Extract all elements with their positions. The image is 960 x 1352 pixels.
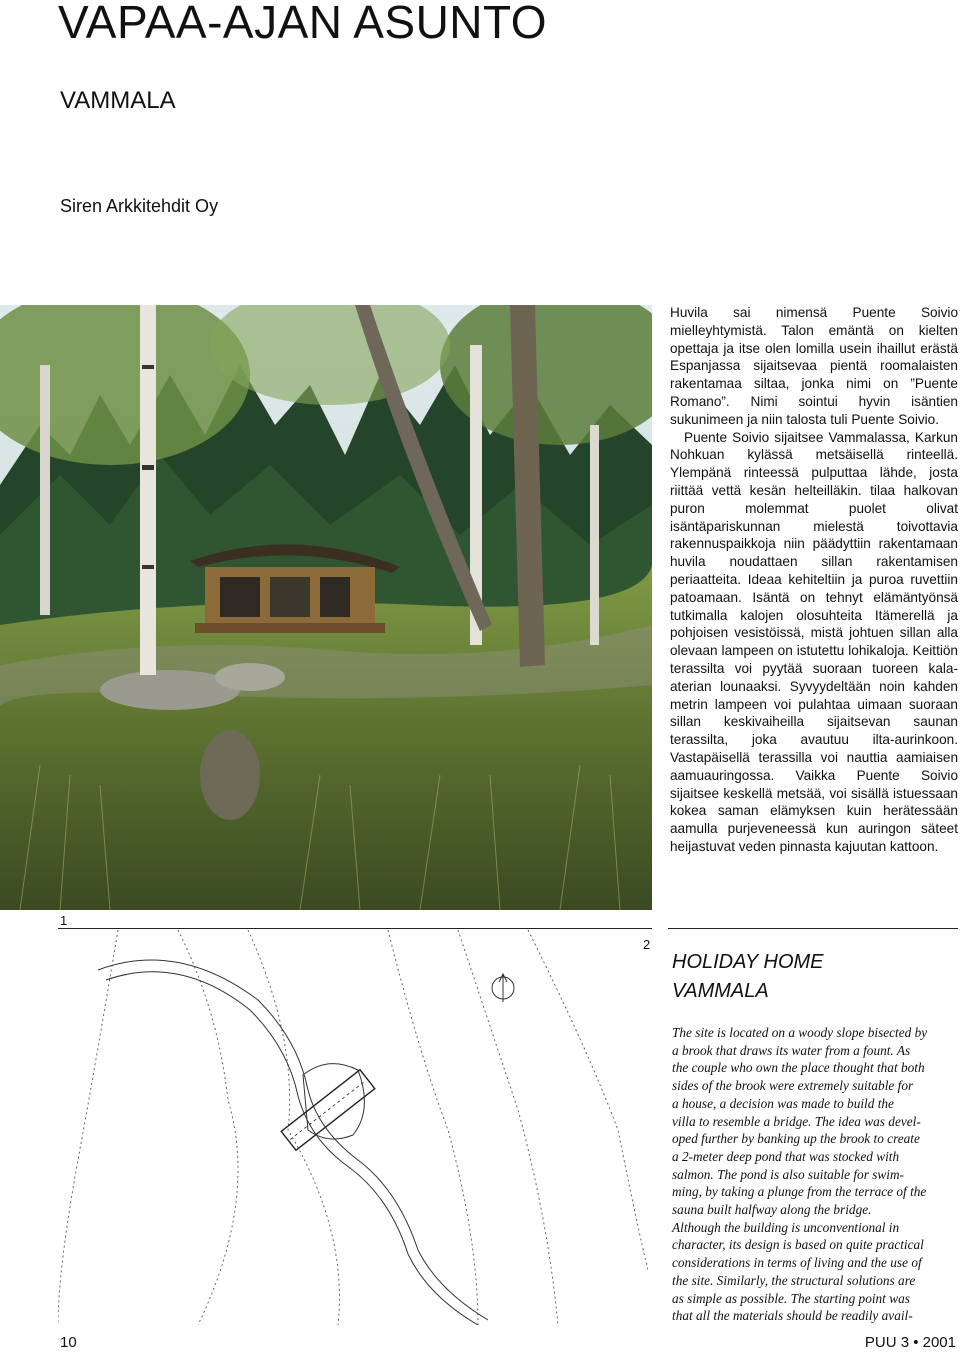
english-line: a brook that draws its water from a fount. As — [672, 1042, 911, 1058]
english-rule — [668, 928, 958, 929]
english-line: sides of the brook were extremely suitable for — [672, 1078, 914, 1094]
english-title — [672, 948, 824, 1006]
site-plan-drawing — [58, 930, 651, 1325]
north-arrow-icon — [492, 974, 514, 1002]
page-number: 10 — [60, 1334, 77, 1351]
english-line: that all the materials should be readily avail- — [672, 1308, 913, 1324]
house-photo — [0, 305, 652, 910]
english-line: character, its design is based on quite practical — [672, 1237, 924, 1253]
english-title-line: VAMMALA — [672, 980, 769, 1002]
figure-1-rule — [58, 928, 652, 929]
english-line: a 2-meter deep pond that was stocked with — [672, 1148, 900, 1164]
finnish-paragraph: Huvila sai nimensä Puente Soivio mielleyhtymistä. Talon emäntä on kielten opettaja ja itse olen lomilla usein ihaillut erästä Espanjassa sijaitsevaa pientä roomalaisten rakentamaa siltaa, jonka nimi on ”Puente Romano”. Nimi sointui hyvin isäntien sukunimeen ja niin talosta tuli Puente Soivio. — [670, 305, 958, 427]
finnish-article-text — [670, 304, 958, 856]
magazine-issue: PUU 3 • 2001 — [864, 1334, 956, 1351]
english-summary-text — [672, 1024, 958, 1325]
english-line: ming, by taking a plunge from the terrace of the — [672, 1184, 927, 1200]
english-line: the couple who own the place thought that both — [672, 1060, 925, 1076]
figure-2-number: 2 — [643, 937, 651, 952]
architect-name: Siren Arkkitehdit Oy — [60, 196, 219, 216]
article-title: VAPAA-AJAN ASUNTO — [58, 0, 548, 48]
english-title-line: HOLIDAY HOME — [672, 951, 824, 973]
english-line: villa to resemble a bridge. The idea was devel- — [672, 1113, 921, 1129]
figure-1-number: 1 — [60, 913, 68, 928]
english-line: considerations in terms of living and the use of — [672, 1255, 922, 1271]
english-line: a house, a decision was made to build the — [672, 1095, 894, 1111]
finnish-paragraph: Puente Soivio sijaitsee Vammalassa, Karkun Nohkuan kylässä metsäisellä rinteellä. Ylempänä rinteessä pulputtaa lähde, josta riittää vettä kesän helteilläkin. tilaa halkovan puron molemmat puolet olivat isäntäpariskunnan mielestä toivottavia rakennuspaikkoja niin päädyttiin rakentamaan huvila noudattaen sillan rakentamisen periaatteita. Ideaa kehiteltiin ja puroa ruvettiin patoamaan. Isäntä on tehnyt elämäntyönsä tutkimalla kalojen olosuhteita Itämerellä ja pohjoisen vesistöissä, mistä johtuen sillan alla olevaan lampeen on istutettu lohikaloja. Keittiön terassilta voi pyytää suoraan tuoreen kala-aterian lounaaksi. Syvyydeltään noin kahden metrin lampeen voi pulahtaa uimaan suoraan sillan keskivaiheilla sijaitsevan saunan terassilta, joka avautuu ilta-aurinkoon. Vastapäisellä terassilla voi nauttia aamiaisen aamuauringossa. Vaikka Puente Soivio sijaitsee keskellä metsää, voi sisällä istuessaan kokea saman elämyksen kuin herätessään aamulla purjeveneessä kun auringon säteet heijastuvat veden pinnasta kajuutan kattoon. — [670, 429, 958, 854]
english-line: oped further by banking up the brook to create — [672, 1131, 920, 1147]
english-line: salmon. The pond is also suitable for swim- — [672, 1166, 904, 1182]
english-line: the site. Similarly, the structural solutions are — [672, 1272, 916, 1288]
english-line: The site is located on a woody slope bisected by — [672, 1025, 928, 1040]
english-line: Although the building is unconventional in — [672, 1219, 900, 1235]
english-line: as simple as possible. The starting point was — [672, 1290, 910, 1306]
english-line: sauna built halfway along the bridge. — [672, 1202, 872, 1218]
location-subtitle: VAMMALA — [60, 87, 176, 114]
